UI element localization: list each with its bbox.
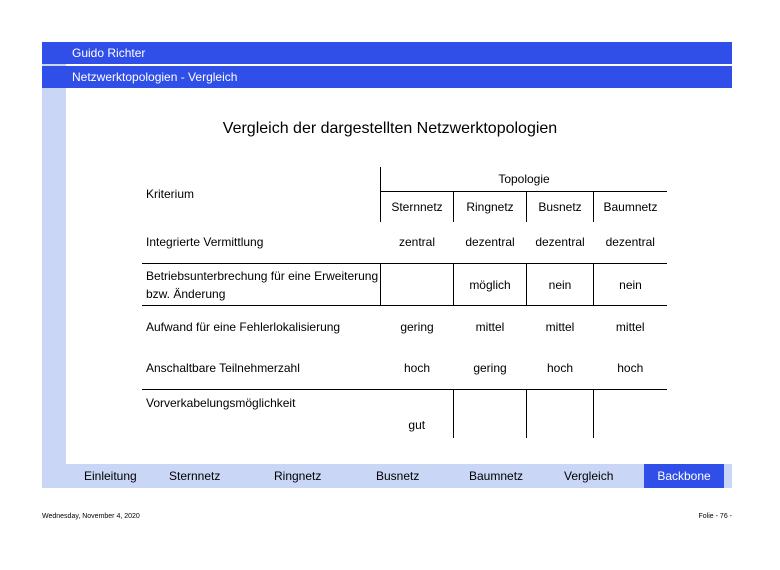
nav-item-backbone[interactable]: Backbone xyxy=(644,464,724,488)
table-cell: gering xyxy=(381,306,454,348)
nav-item-sternnetz[interactable]: Sternnetz xyxy=(169,469,221,483)
table-cell xyxy=(454,390,527,439)
table-cell: dezentral xyxy=(605,235,655,250)
nav-item-ringnetz[interactable]: Ringnetz xyxy=(274,469,322,483)
table-row xyxy=(142,306,667,348)
column-header: Baumnetz xyxy=(594,192,668,222)
row-label: Integrierte Vermittlung xyxy=(146,235,264,250)
slide-title: Vergleich der dargestellten Netzwerktopologien xyxy=(222,120,558,137)
nav-item-vergleich[interactable]: Vergleich xyxy=(564,469,614,483)
table-cell: nein xyxy=(594,264,668,306)
table-cell: gering xyxy=(473,361,507,376)
column-header: Sternnetz xyxy=(381,192,454,222)
table-cell: möglich xyxy=(454,264,527,306)
column-header: Busnetz xyxy=(527,192,594,222)
table-cell xyxy=(527,390,594,439)
row-label: Aufwand für eine Fehlerlokalisierung xyxy=(142,306,381,348)
table-cell: mittel xyxy=(527,306,594,348)
left-accent-strip xyxy=(42,42,66,488)
footer-page-number: Folie - 76 - xyxy=(698,513,732,520)
table-cell: hoch xyxy=(617,361,644,376)
header-author: Guido Richter xyxy=(66,42,732,64)
table-cell xyxy=(381,264,454,306)
table-cell: nein xyxy=(527,264,594,306)
table-cell: hoch xyxy=(403,361,431,376)
row-label: Vorverkabelungsmöglichkeit xyxy=(142,390,381,439)
table-cell: mittel xyxy=(454,306,527,348)
table-cell: mittel xyxy=(594,306,668,348)
header-author-bar xyxy=(42,42,732,64)
nav-item-baumnetz[interactable]: Baumnetz xyxy=(469,469,524,483)
table-row xyxy=(142,264,667,306)
row-label: Anschaltbare Teilnehmerzahl xyxy=(146,361,300,376)
header-subtitle-bar xyxy=(42,66,732,88)
table-cell: gut xyxy=(381,390,454,439)
table-cell: hoch xyxy=(546,361,574,376)
nav-item-busnetz[interactable]: Busnetz xyxy=(376,469,420,483)
table-row xyxy=(142,348,667,390)
header-subtitle: Netzwerktopologien - Vergleich xyxy=(66,66,732,88)
bottom-navigation xyxy=(66,464,732,488)
table-cell: dezentral xyxy=(465,235,515,250)
criterion-header: Kriterium xyxy=(146,187,195,202)
table-cell: dezentral xyxy=(535,235,585,250)
row-label: Betriebsunterbrechung für eine Erweiterung bzw. Änderung xyxy=(142,264,381,306)
table-cell xyxy=(594,390,668,439)
topology-header: Topologie xyxy=(381,167,668,192)
table-row xyxy=(142,222,667,264)
table-row xyxy=(142,390,667,439)
table-cell: zentral xyxy=(398,235,436,250)
comparison-table xyxy=(142,167,667,438)
footer-date: Wednesday, November 4, 2020 xyxy=(42,513,140,520)
column-header: Ringnetz xyxy=(454,192,527,222)
nav-item-einleitung[interactable]: Einleitung xyxy=(84,469,137,483)
